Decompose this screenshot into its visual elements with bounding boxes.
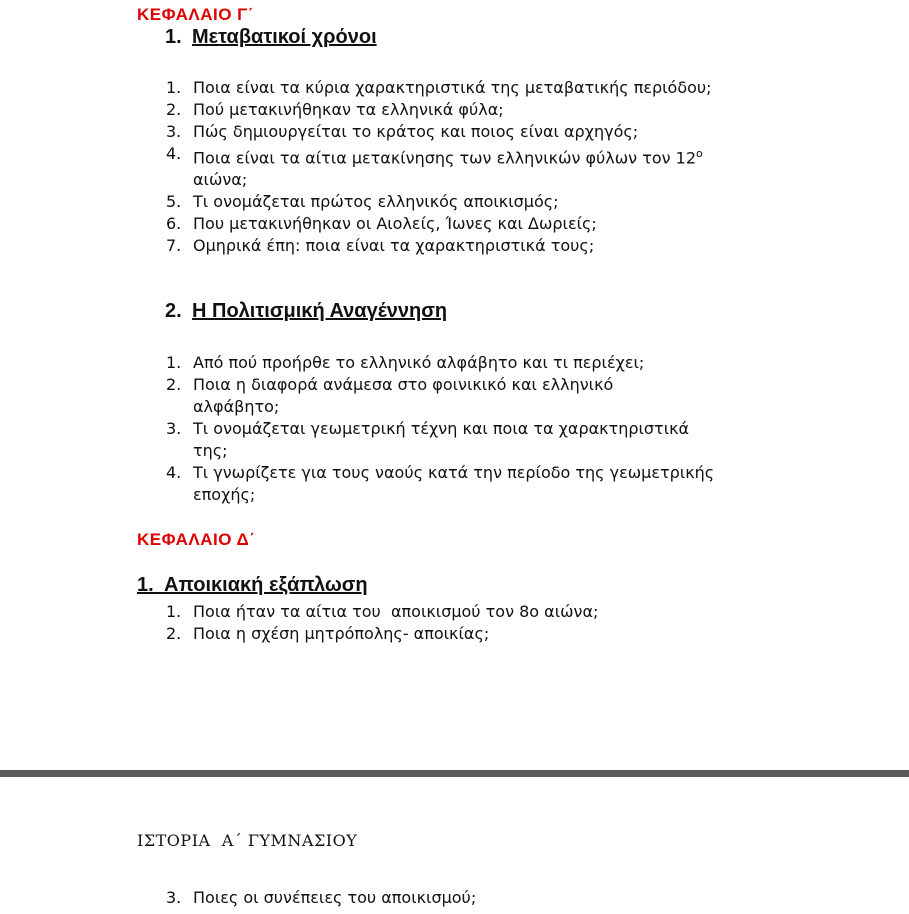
question-number: 2. [166, 100, 182, 119]
page-divider [0, 770, 909, 777]
question-number: 1. [166, 78, 182, 97]
question-text: Ομηρικά έπη: ποια είναι τα χαρακτηριστικά τους; [193, 236, 595, 256]
list-item [166, 213, 813, 235]
question-number: 1. [166, 353, 182, 372]
question-text: Ποια η σχέση μητρόπολης- αποικίας; [193, 624, 490, 643]
running-title: ΙΣΤΟΡΙΑ Α΄ ΓΥΜΝΑΣΙΟΥ [137, 831, 358, 850]
question-text-line-2: αιώνα; [193, 170, 248, 190]
list-item [166, 235, 813, 257]
question-list-next-page [166, 887, 813, 909]
list-item [166, 99, 813, 121]
question-text: Που μετακινήθηκαν οι Αιολείς, Ίωνες και Δωριείς; [193, 214, 597, 234]
question-text-line-2: εποχής; [193, 485, 256, 504]
chapter-heading-d: ΚΕΦΑΛΑΙΟ Δ΄ [137, 530, 256, 549]
question-text-line-1 [193, 143, 813, 169]
question-number: 1. [166, 602, 182, 621]
question-number: 3. [166, 419, 182, 438]
question-number: 2. [166, 624, 182, 643]
list-item [166, 77, 813, 99]
list-item [166, 143, 813, 191]
list-item [166, 191, 813, 213]
question-text: Ποιες οι συνέπειες του αποικισμού; [193, 888, 477, 907]
list-item [166, 623, 813, 645]
list-item [166, 462, 813, 506]
question-text: Ποια ήταν τα αίτια του αποικισμού τον 8ο αιώνα; [193, 602, 599, 621]
list-item [166, 121, 813, 143]
question-number: 2. [166, 375, 182, 394]
question-text-line-2: αλφάβητο; [193, 397, 280, 416]
list-item [166, 352, 813, 374]
list-item [166, 887, 813, 909]
question-number: 7. [166, 236, 182, 256]
section-title-transitional-years: Μεταβατικοί χρόνοι [192, 26, 377, 48]
question-list-section-2 [166, 352, 813, 506]
question-text: Ποια είναι τα κύρια χαρακτηριστικά της μεταβατικής περιόδου; [193, 78, 712, 97]
question-list-section-1 [166, 77, 813, 257]
chapter-heading-g: ΚΕΦΑΛΑΙΟ Γ΄ [137, 5, 255, 24]
question-text: Πώς δημιουργείται το κράτος και ποιος είναι αρχηγός; [193, 122, 639, 141]
list-item [166, 601, 813, 623]
question-text-line-1: Τι γνωρίζετε για τους ναούς κατά την περίοδο της γεωμετρικής [193, 463, 715, 482]
question-text-line-2: της; [193, 441, 228, 460]
question-list-section-3 [166, 601, 813, 645]
question-number: 4. [166, 463, 182, 482]
question-number: 5. [166, 192, 182, 212]
question-text-line-1: Τι ονομάζεται γεωμετρική τέχνη και ποια τα χαρακτηριστικά [193, 419, 690, 438]
list-item [166, 374, 813, 418]
section-number: 1. [165, 26, 182, 48]
section-title-colonial-expansion: 1. Αποικιακή εξάπλωση [137, 574, 368, 596]
question-text: Από πού προήρθε το ελληνικό αλφάβητο και τι περιέχει; [193, 353, 645, 372]
question-number: 3. [166, 888, 182, 907]
question-text: Τι ονομάζεται πρώτος ελληνικός αποικισμός; [193, 192, 559, 212]
section-title-cultural-renaissance: Η Πολιτισμική Αναγέννηση [192, 300, 448, 322]
superscript-o: ο [696, 147, 703, 160]
section-number: 2. [165, 300, 182, 322]
question-text: Ποια είναι τα αίτια μετακίνησης των ελληνικών φύλων τον 12 [193, 148, 696, 168]
list-item [166, 418, 813, 462]
question-text: Πού μετακινήθηκαν τα ελληνικά φύλα; [193, 100, 504, 119]
question-number: 6. [166, 214, 182, 234]
question-text-line-1: Ποια η διαφορά ανάμεσα στο φοινικικό και ελληνικό [193, 375, 614, 394]
question-number: 4. [166, 144, 182, 163]
question-number: 3. [166, 122, 182, 141]
